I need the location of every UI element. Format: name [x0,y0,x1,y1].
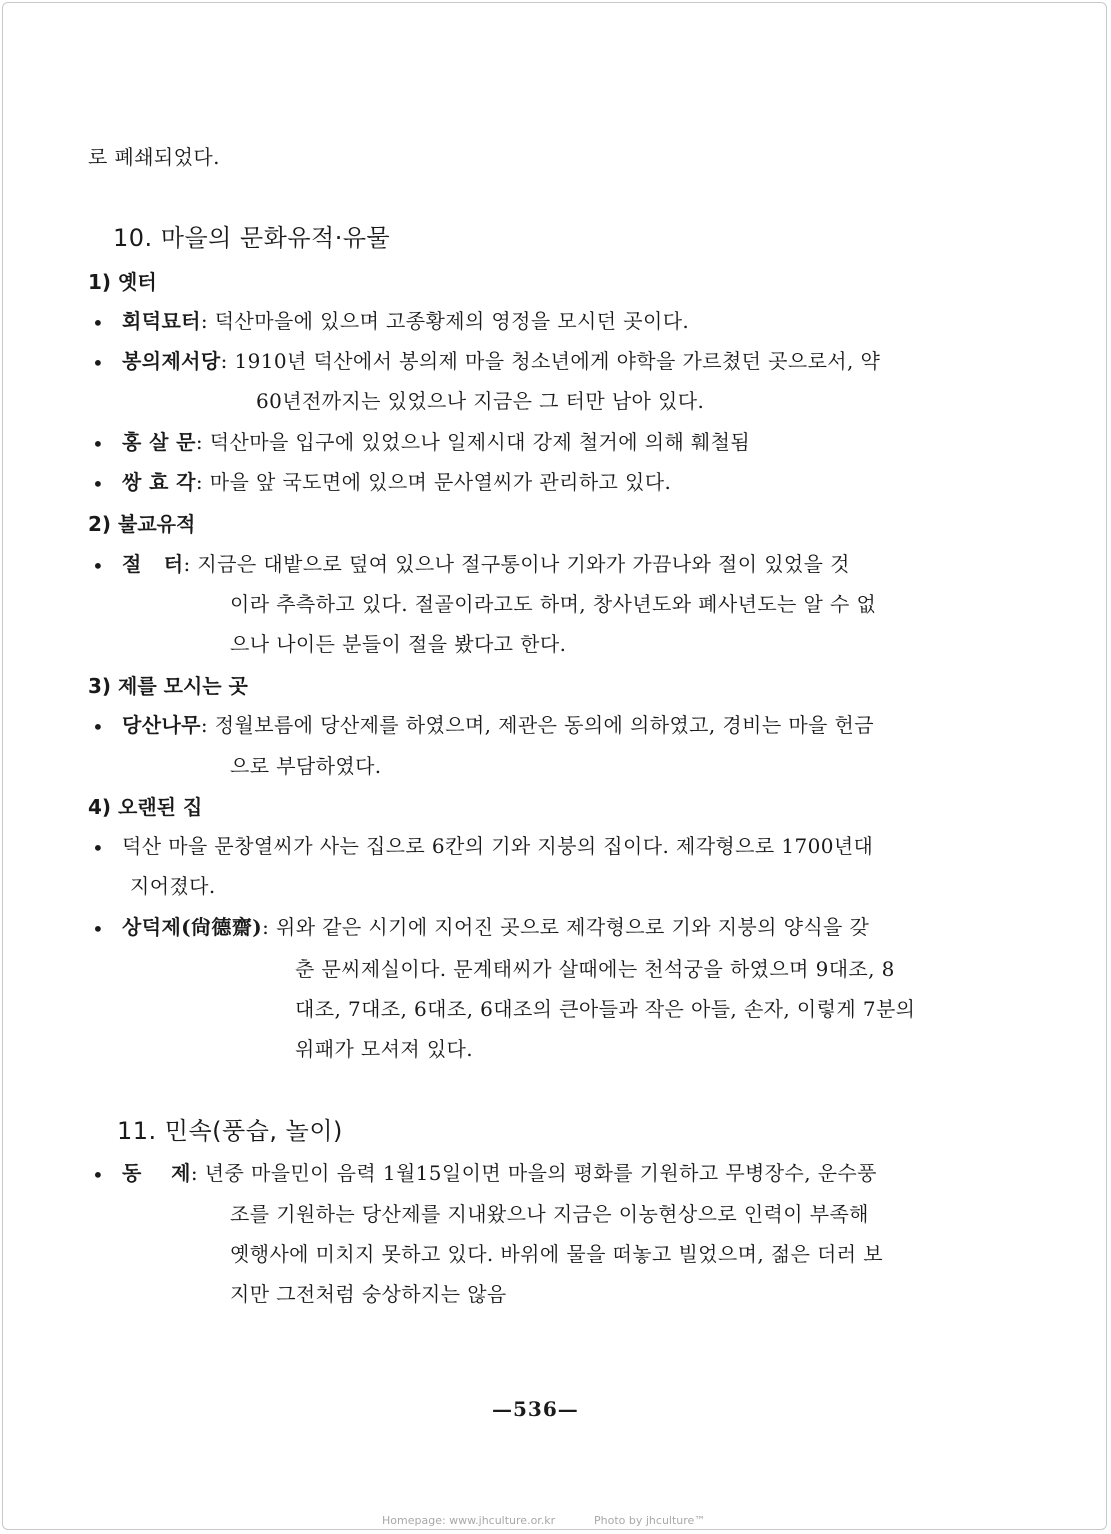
item-text-continuation: 위패가 모셔져 있다. [295,1037,474,1061]
bullet-icon: • [92,836,104,860]
list-item [122,428,750,456]
item-text: : 위와 같은 시기에 지어진 곳으로 제각형으로 기와 지붕의 양식을 갖 [262,915,870,939]
item-text-continuation: 지만 그전처럼 숭상하지는 않음 [230,1282,507,1306]
item-text: : 마을 앞 국도면에 있으며 문사열씨가 관리하고 있다. [195,470,672,494]
item-label: 절 터 [122,552,184,576]
bullet-icon: • [92,715,104,739]
item-text: : 덕산마을에 있으며 고종황제의 영정을 모시던 곳이다. [200,309,690,333]
bullet-icon: • [92,432,104,456]
bullet-icon: • [92,472,104,496]
item-text-continuation: 지어졌다. [130,874,216,898]
list-item [122,347,972,375]
item-text-continuation: 옛행사에 미치지 못하고 있다. 바위에 물을 떠놓고 빌었으며, 젊은 더러 보 [230,1242,883,1266]
bullet-icon: • [92,917,104,941]
subsection-2-heading: 2) 불교유적 [88,512,196,536]
item-text-continuation: 춘 문씨제실이다. 문계태씨가 살때에는 천석궁을 하였으며 9대조, 8 [295,957,895,981]
page-number: —536— [492,1397,579,1421]
item-text: : 덕산마을 입구에 있었으나 일제시대 강제 철거에 의해 훼철됨 [195,430,751,454]
bullet-icon: • [92,554,104,578]
item-text-continuation: 60년전까지는 있었으나 지금은 그 터만 남아 있다. [256,389,705,413]
footer-homepage: Homepage: www.jhculture.or.kr [382,1514,556,1527]
list-item [122,550,850,578]
item-label: 봉의제서당 [122,349,221,373]
section-11-title: 11. 민속(풍습, 놀이) [117,1117,343,1145]
bullet-icon: • [92,311,104,335]
list-item: 덕산 마을 문창열씨가 사는 집으로 6칸의 기와 지붕의 집이다. 제각형으로 1700년대 [122,834,874,858]
item-text-continuation: 이라 추측하고 있다. 절골이라고도 하며, 창사년도와 폐사년도는 알 수 없 [230,592,877,616]
item-text: : 정월보름에 당산제를 하였으며, 제관은 동의에 의하였고, 경비는 마을 헌금 [200,713,874,737]
item-label: 동 제 [122,1161,191,1185]
item-label: 상덕제(尙德齋) [122,915,263,939]
footer-photo-credit: Photo by jhculture™ [594,1514,706,1527]
list-item [122,468,671,496]
item-text: : 지금은 대밭으로 덮여 있으나 절구통이나 기와가 가끔나와 절이 있었을 것 [183,552,850,576]
item-text-continuation: 으나 나이든 분들이 절을 봤다고 한다. [230,632,567,656]
list-item [122,1159,877,1187]
item-label: 홍 살 문 [122,430,196,454]
item-text-continuation: 으로 부담하였다. [230,754,382,778]
list-item [122,307,689,335]
bullet-icon: • [92,1163,104,1187]
item-label: 쌍 효 각 [122,470,196,494]
bullet-icon: • [92,351,104,375]
list-item [122,711,874,739]
item-label: 회덕묘터 [122,309,201,333]
item-text: : 1910년 덕산에서 봉의제 마을 청소년에게 야학을 가르쳤던 곳으로서, 약 [220,349,881,373]
subsection-3-heading: 3) 제를 모시는 곳 [88,674,248,698]
item-text: : 년중 마을민이 음력 1월15일이면 마을의 평화를 기원하고 무병장수, 운수풍 [190,1161,877,1185]
item-text-continuation: 대조, 7대조, 6대조, 6대조의 큰아들과 작은 아들, 손자, 이렇게 7분의 [295,997,916,1021]
subsection-1-heading: 1) 옛터 [88,270,157,294]
item-label: 당산나무 [122,713,201,737]
subsection-4-heading: 4) 오랜된 집 [88,795,203,819]
carryover-text: 로 폐쇄되었다. [88,145,220,169]
section-10-title: 10. 마을의 문화유적·유물 [113,224,391,252]
list-item [122,913,869,941]
item-text-continuation: 조를 기원하는 당산제를 지내왔으나 지금은 이농현상으로 인력이 부족해 [230,1202,869,1226]
